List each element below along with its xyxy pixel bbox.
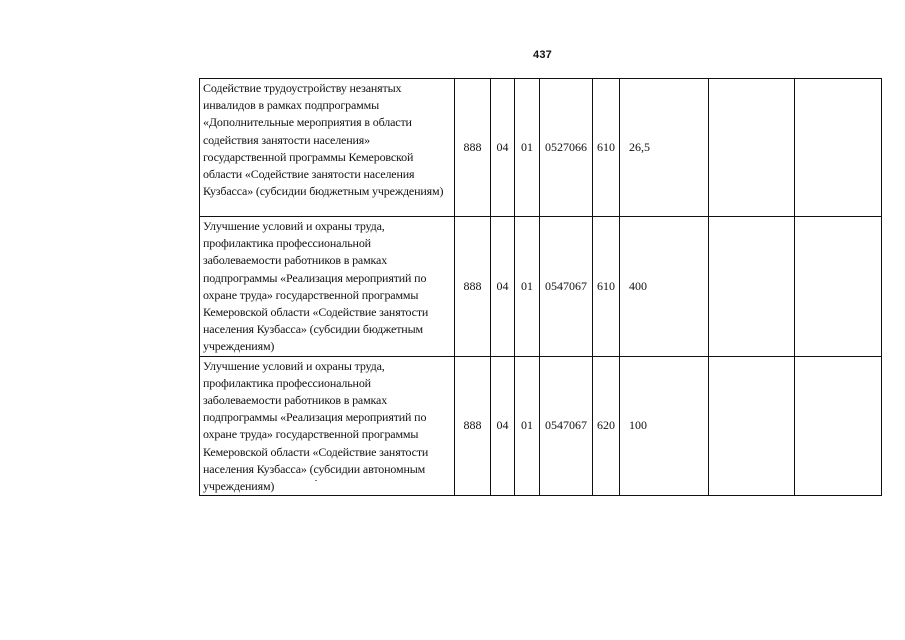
empty-cell — [795, 217, 882, 357]
amount-cell: 400 — [620, 217, 709, 357]
target-article-code: 0547067 — [540, 217, 593, 357]
subsection-code: 01 — [515, 217, 540, 357]
empty-cell — [795, 356, 882, 496]
ministry-code: 888 — [455, 217, 491, 357]
row-description: Улучшение условий и охраны труда, профилактика профессиональной заболеваемости работников в рамках подпрограммы «Реализация мероприятий по охране труда» государственной программы Кемеровской области «Содействие занятости населения Кузбасса» (субсидии бюджетным учреждениям) — [200, 217, 455, 357]
table-row — [200, 356, 882, 496]
subsection-code: 01 — [515, 79, 540, 217]
table-row — [200, 217, 882, 357]
section-code: 04 — [491, 356, 515, 496]
empty-cell — [709, 79, 795, 217]
page-number: 437 — [533, 49, 552, 61]
empty-cell — [709, 356, 795, 496]
empty-cell — [795, 79, 882, 217]
scan-speck — [315, 480, 317, 481]
row-description: Улучшение условий и охраны труда, профилактика профессиональной заболеваемости работников в рамках подпрограммы «Реализация мероприятий по охране труда» государственной программы Кемеровской области «Содействие занятости населения Кузбасса» (субсидии автономным учреждениям) — [200, 356, 455, 496]
section-code: 04 — [491, 79, 515, 217]
ministry-code: 888 — [455, 356, 491, 496]
target-article-code: 0547067 — [540, 356, 593, 496]
amount-cell: 100 — [620, 356, 709, 496]
expense-type-code: 610 — [593, 217, 620, 357]
amount-cell: 26,5 — [620, 79, 709, 217]
expense-type-code: 610 — [593, 79, 620, 217]
expense-type-code: 620 — [593, 356, 620, 496]
budget-table — [199, 78, 882, 496]
table-row — [200, 79, 882, 217]
row-description: Содействие трудоустройству незанятых инвалидов в рамках подпрограммы «Дополнительные мероприятия в области содействия занятости населения» государственной программы Кемеровской области «Содействие занятости населения Кузбасса» (субсидии бюджетным учреждениям) — [200, 79, 455, 217]
ministry-code: 888 — [455, 79, 491, 217]
subsection-code: 01 — [515, 356, 540, 496]
section-code: 04 — [491, 217, 515, 357]
empty-cell — [709, 217, 795, 357]
target-article-code: 0527066 — [540, 79, 593, 217]
